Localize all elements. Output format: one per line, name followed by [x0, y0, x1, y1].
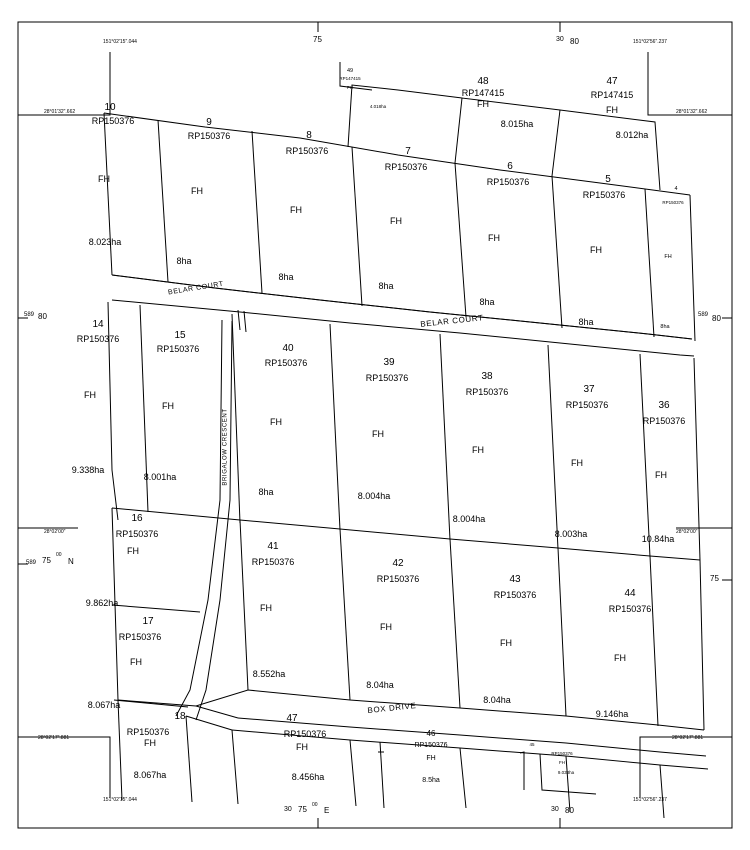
parcel-tenure: FH: [290, 205, 302, 215]
parcel-plan: RP150376: [91, 116, 135, 126]
parcel-number: 5: [605, 174, 611, 185]
parcel-number: 46: [426, 729, 436, 738]
coordinate-label: 28°02'17".881: [38, 735, 70, 741]
parcel-tenure: FH: [162, 401, 174, 411]
parcel-plan: RP150376: [187, 131, 231, 141]
parcel-plan: RP150376: [156, 344, 200, 354]
parcel-number: 10: [104, 102, 116, 113]
graticule-label: 75: [710, 574, 719, 583]
parcel-plan: RP150376: [264, 358, 308, 368]
parcel-number: 47: [606, 76, 618, 87]
parcel-plan: RP150376: [486, 177, 530, 187]
parcel-area: 8.067ha: [87, 700, 121, 710]
parcel-area: 10.84ha: [641, 534, 675, 544]
parcel-tenure: FH: [270, 417, 282, 427]
parcel-area: 8.456ha: [291, 772, 325, 782]
parcel-tenure: FH: [347, 85, 353, 90]
parcel-plan: RP150376: [76, 334, 120, 344]
coordinate-label: 151°02'56".237: [633, 797, 667, 803]
parcel-tenure: FH: [260, 603, 272, 613]
parcel-tenure: FH: [426, 755, 436, 762]
parcel-plan: RP150376: [365, 373, 409, 383]
graticule-label: 00: [56, 552, 62, 558]
parcel-plan: RP150376: [582, 190, 626, 200]
parcel-area: 8ha: [660, 324, 670, 330]
parcel-area: 8.5ha: [422, 777, 440, 784]
parcel-area: 8ha: [176, 256, 192, 266]
parcel-plan: RP150376: [115, 529, 159, 539]
parcel-plan: RP150376: [608, 604, 652, 614]
parcel-plan: RP150376: [283, 729, 327, 739]
parcel-plan: RP150376: [551, 751, 573, 756]
parcel-area: 8.015ha: [500, 119, 534, 129]
parcel-number: 47: [286, 713, 298, 724]
road-label-box-drive: BOX DRIVE: [367, 700, 417, 716]
road-label-belar-court-east: BELAR COURT: [419, 313, 484, 329]
graticule-label: 80: [565, 806, 574, 815]
parcel-tenure: FH: [590, 245, 602, 255]
coordinate-label: 151°02'56".237: [633, 39, 667, 45]
parcel-area: 4.018ha: [369, 104, 387, 109]
parcel-tenure: FH: [130, 657, 142, 667]
parcel-plan: RP150376: [465, 387, 509, 397]
graticule-label: 589: [24, 312, 35, 318]
coordinate-label: 151°02'15".044: [103, 797, 137, 803]
parcel-number: 48: [477, 76, 489, 87]
graticule-label: 589: [698, 312, 709, 318]
parcel-area: 8ha: [578, 317, 594, 327]
parcel-plan: RP150376: [251, 557, 295, 567]
parcel-number: 39: [383, 357, 395, 368]
coordinate-label: 28°02'17".881: [672, 735, 704, 741]
parcel-number: 49: [346, 68, 354, 74]
parcel-number: 9: [206, 117, 212, 128]
parcel-area: 8ha: [258, 487, 274, 497]
graticule-label: 80: [570, 37, 579, 46]
graticule-label: 75: [298, 805, 307, 814]
graticule-label: 589: [26, 560, 37, 566]
parcel-number: 18: [174, 711, 186, 722]
parcel-tenure: FH: [127, 546, 139, 556]
parcel-tenure: FH: [380, 622, 392, 632]
parcel-area: 8.004ha: [357, 491, 391, 501]
parcel-tenure: FH: [472, 445, 484, 455]
coordinate-label: 151°02'15".044: [103, 39, 137, 45]
coordinate-label: 28°02'00": [44, 529, 66, 535]
parcel-plan: RP150376: [662, 200, 684, 205]
parcel-area: 8.012ha: [615, 130, 649, 140]
graticule-label: 30: [556, 36, 564, 43]
parcel-tenure: FH: [372, 429, 384, 439]
parcel-tenure: FH: [664, 254, 672, 260]
parcel-number: 6: [507, 161, 513, 172]
parcel-area: 8.04ha: [483, 695, 511, 705]
parcel-area: 8ha: [479, 297, 495, 307]
parcel-plan: RP150376: [493, 590, 537, 600]
road-label-brigalow-crescent: BRIGALOW CRESCENT: [222, 408, 229, 486]
parcel-plan: RP147415: [461, 88, 505, 98]
parcel-number: 15: [174, 330, 186, 341]
parcel-plan: RP150376: [565, 400, 609, 410]
parcel-tenure: FH: [606, 105, 618, 115]
parcel-plan: RP150376: [376, 574, 420, 584]
parcel-area: 9.862ha: [85, 598, 119, 608]
parcel-tenure: FH: [84, 390, 96, 400]
graticule-label: E: [324, 806, 330, 815]
parcel-number: 45: [529, 742, 535, 747]
parcel-plan: RP150376: [285, 146, 329, 156]
graticule-label: 00: [312, 802, 318, 808]
parcel-plan: RP147415: [339, 76, 361, 81]
graticule-label: 80: [712, 314, 721, 323]
graticule-label: 30: [284, 806, 292, 813]
parcel-plan: RP150376: [126, 727, 170, 737]
parcel-plan: RP150376: [414, 742, 448, 749]
parcel-number: 8: [306, 130, 312, 141]
parcel-area: 8.04ha: [366, 680, 394, 690]
graticule-label: 30: [551, 806, 559, 813]
parcel-tenure: FH: [614, 653, 626, 663]
parcel-number: 16: [131, 513, 143, 524]
parcel-area: 8.003ha: [554, 529, 588, 539]
graticule-label: 80: [38, 312, 47, 321]
parcel-number: 44: [624, 588, 636, 599]
parcel-number: 41: [267, 541, 279, 552]
parcel-number: 38: [481, 371, 493, 382]
parcel-tenure: FH: [390, 216, 402, 226]
parcel-area: 8.004ha: [452, 514, 486, 524]
parcel-number: 42: [392, 558, 404, 569]
parcel-number: 4: [674, 186, 678, 192]
parcel-area: 9.338ha: [71, 465, 105, 475]
coordinate-label: 28°02'00": [676, 529, 698, 535]
parcel-area: 9.146ha: [595, 709, 629, 719]
parcel-number: 40: [282, 343, 294, 354]
parcel-tenure: FH: [488, 233, 500, 243]
graticule-label: 75: [313, 35, 322, 44]
road-label-belar-court-west: BELAR COURT: [167, 280, 225, 297]
coordinate-label: 28°01'32".662: [44, 109, 76, 115]
parcel-tenure: FH: [655, 470, 667, 480]
parcel-tenure: FH: [477, 99, 489, 109]
parcel-area: 9.033ha: [557, 770, 575, 775]
graticule-label: N: [68, 557, 74, 566]
parcel-tenure: FH: [559, 760, 565, 765]
parcel-tenure: FH: [98, 174, 110, 184]
parcel-number: 17: [142, 616, 154, 627]
coordinate-label: 28°01'32".662: [676, 109, 708, 115]
parcel-area: 8ha: [378, 281, 394, 291]
parcel-number: 37: [583, 384, 595, 395]
parcel-area: 8.552ha: [252, 669, 286, 679]
parcel-number: 43: [509, 574, 521, 585]
parcel-number: 7: [405, 146, 411, 157]
parcel-plan: RP150376: [118, 632, 162, 642]
parcel-area: 8.023ha: [88, 237, 122, 247]
parcel-tenure: FH: [500, 638, 512, 648]
parcel-number: 14: [92, 319, 104, 330]
parcel-tenure: FH: [571, 458, 583, 468]
parcel-area: 8.001ha: [143, 472, 177, 482]
parcel-tenure: FH: [191, 186, 203, 196]
parcel-tenure: FH: [296, 742, 308, 752]
parcel-plan: RP147415: [590, 90, 634, 100]
graticule-label: 75: [42, 556, 51, 565]
parcel-tenure: FH: [144, 738, 156, 748]
parcel-area: 8ha: [278, 272, 294, 282]
parcel-number: 36: [658, 400, 670, 411]
parcel-area: 8.067ha: [133, 770, 167, 780]
parcel-plan: RP150376: [642, 416, 686, 426]
parcel-plan: RP150376: [384, 162, 428, 172]
